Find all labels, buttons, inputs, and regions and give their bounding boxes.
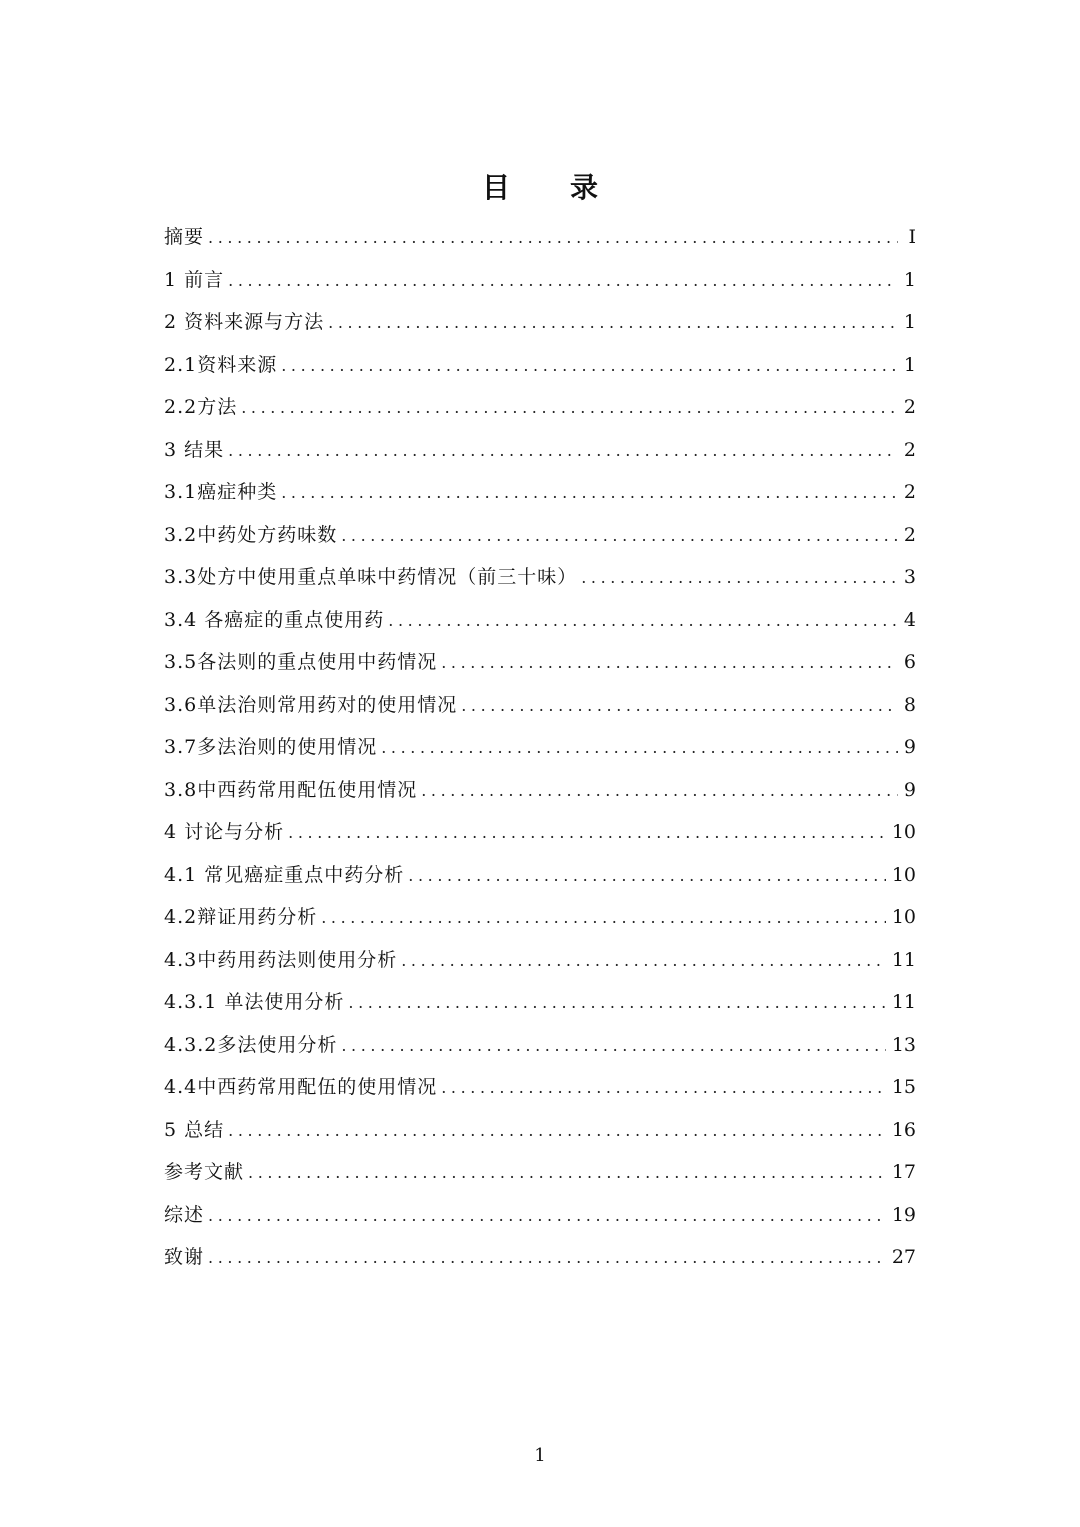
toc-entry-label: 4.2辩证用药分析 <box>164 906 318 928</box>
toc-entry-page: 8 <box>903 693 916 716</box>
toc-dot-leader <box>408 855 886 898</box>
toc-entry[interactable] <box>164 981 916 1024</box>
toc-entry-label: 3.8中西药常用配伍使用情况 <box>164 778 418 801</box>
toc-entry-page: 16 <box>891 1118 916 1141</box>
toc-entry-page: 15 <box>891 1076 916 1098</box>
toc-entry-page: 9 <box>903 778 916 801</box>
toc-entry-label: 3.2中药处方药味数 <box>164 523 338 546</box>
toc-dot-leader <box>321 897 886 940</box>
toc-entry-label: 3.3处方中使用重点单味中药情况（前三十味） <box>164 566 578 588</box>
toc-entry[interactable] <box>164 939 916 982</box>
toc-entry[interactable] <box>164 599 916 642</box>
toc-dot-leader <box>241 387 898 430</box>
toc-dot-leader <box>248 1152 886 1195</box>
toc-dot-leader <box>441 1067 886 1110</box>
toc-entry[interactable] <box>164 811 916 854</box>
page-title: 目录 <box>481 171 658 204</box>
toc-dot-leader <box>328 302 898 345</box>
toc-entry[interactable] <box>164 1066 916 1109</box>
toc-entry[interactable] <box>164 1151 916 1194</box>
toc-entry[interactable] <box>164 896 916 939</box>
toc-entry-page: 10 <box>891 906 916 928</box>
toc-dot-leader <box>461 685 898 728</box>
toc-entry-label: 摘要 <box>164 226 205 248</box>
toc-dot-leader <box>401 940 886 983</box>
toc-entry-page: I <box>908 226 916 248</box>
toc-entry[interactable] <box>164 471 916 514</box>
toc-entry-page: 2 <box>903 396 916 418</box>
toc-entry-page: 2 <box>903 438 916 461</box>
toc-entry-label: 4.3.2多法使用分析 <box>164 1033 338 1056</box>
toc-entry-label: 4.1 常见癌症重点中药分析 <box>164 863 405 886</box>
toc-entry-label: 3.6单法治则常用药对的使用情况 <box>164 693 458 716</box>
toc-entry[interactable] <box>164 344 916 387</box>
toc-entry-label: 4.3.1 单法使用分析 <box>164 991 345 1013</box>
toc-entry[interactable] <box>164 641 916 684</box>
toc-entry-page: 6 <box>903 651 916 673</box>
page-number: 1 <box>534 1445 546 1466</box>
toc-dot-leader <box>421 770 898 813</box>
table-of-contents <box>164 216 916 1279</box>
toc-entry-label: 3 结果 <box>164 438 225 461</box>
toc-dot-leader <box>388 600 898 643</box>
toc-entry-label: 3.4 各癌症的重点使用药 <box>164 608 385 631</box>
toc-entry-label: 3.1癌症种类 <box>164 481 278 503</box>
toc-entry-page: 19 <box>891 1203 916 1226</box>
toc-entry[interactable] <box>164 556 916 599</box>
toc-entry-label: 3.7多法治则的使用情况 <box>164 736 378 758</box>
toc-entry-label: 2.2方法 <box>164 396 238 418</box>
toc-entry-label: 4.4中西药常用配伍的使用情况 <box>164 1076 438 1098</box>
toc-entry[interactable] <box>164 301 916 344</box>
toc-entry-page: 17 <box>891 1161 916 1183</box>
toc-entry[interactable] <box>164 514 916 557</box>
toc-dot-leader <box>348 982 885 1025</box>
toc-entry-label: 2 资料来源与方法 <box>164 311 325 333</box>
toc-dot-leader <box>208 1237 886 1280</box>
toc-entry-label: 致谢 <box>164 1246 205 1268</box>
toc-entry-page: 2 <box>903 481 916 503</box>
toc-entry[interactable] <box>164 684 916 727</box>
toc-dot-leader <box>208 1195 886 1238</box>
toc-entry[interactable] <box>164 726 916 769</box>
toc-entry-label: 综述 <box>164 1203 205 1226</box>
toc-entry-page: 10 <box>891 863 916 886</box>
toc-entry-page: 3 <box>903 566 916 588</box>
toc-entry-label: 5 总结 <box>164 1118 225 1141</box>
toc-entry-page: 9 <box>903 736 916 758</box>
toc-entry[interactable] <box>164 854 916 897</box>
toc-dot-leader <box>581 557 898 600</box>
toc-entry-page: 2 <box>903 523 916 546</box>
toc-entry-label: 1 前言 <box>164 268 225 291</box>
toc-dot-leader <box>208 217 898 260</box>
toc-dot-leader <box>341 1025 885 1068</box>
toc-entry-page: 1 <box>903 268 916 291</box>
toc-entry-page: 11 <box>891 948 916 971</box>
toc-entry-page: 27 <box>891 1246 916 1268</box>
toc-entry[interactable] <box>164 386 916 429</box>
toc-entry-label: 4.3中药用药法则使用分析 <box>164 948 398 971</box>
toc-entry[interactable] <box>164 216 916 259</box>
toc-entry-label: 参考文献 <box>164 1161 245 1183</box>
toc-dot-leader <box>341 515 898 558</box>
toc-dot-leader <box>381 727 898 770</box>
toc-dot-leader <box>228 430 898 473</box>
toc-entry-page: 10 <box>891 821 916 843</box>
toc-entry-label: 2.1资料来源 <box>164 353 278 376</box>
toc-entry-page: 1 <box>903 353 916 376</box>
toc-dot-leader <box>281 345 898 388</box>
toc-entry-page: 13 <box>891 1033 916 1056</box>
toc-entry[interactable] <box>164 1194 916 1237</box>
toc-dot-leader <box>288 812 886 855</box>
toc-entry-page: 11 <box>891 991 916 1013</box>
toc-entry-page: 4 <box>903 608 916 631</box>
toc-entry[interactable] <box>164 259 916 302</box>
toc-dot-leader <box>228 260 898 303</box>
toc-entry-label: 3.5各法则的重点使用中药情况 <box>164 651 438 673</box>
toc-entry[interactable] <box>164 1236 916 1279</box>
toc-dot-leader <box>281 472 898 515</box>
toc-entry-page: 1 <box>903 311 916 333</box>
toc-entry[interactable] <box>164 1109 916 1152</box>
toc-entry[interactable] <box>164 769 916 812</box>
toc-entry[interactable] <box>164 1024 916 1067</box>
toc-dot-leader <box>228 1110 886 1153</box>
toc-entry-label: 4 讨论与分析 <box>164 821 285 843</box>
toc-entry[interactable] <box>164 429 916 472</box>
toc-dot-leader <box>441 642 898 685</box>
